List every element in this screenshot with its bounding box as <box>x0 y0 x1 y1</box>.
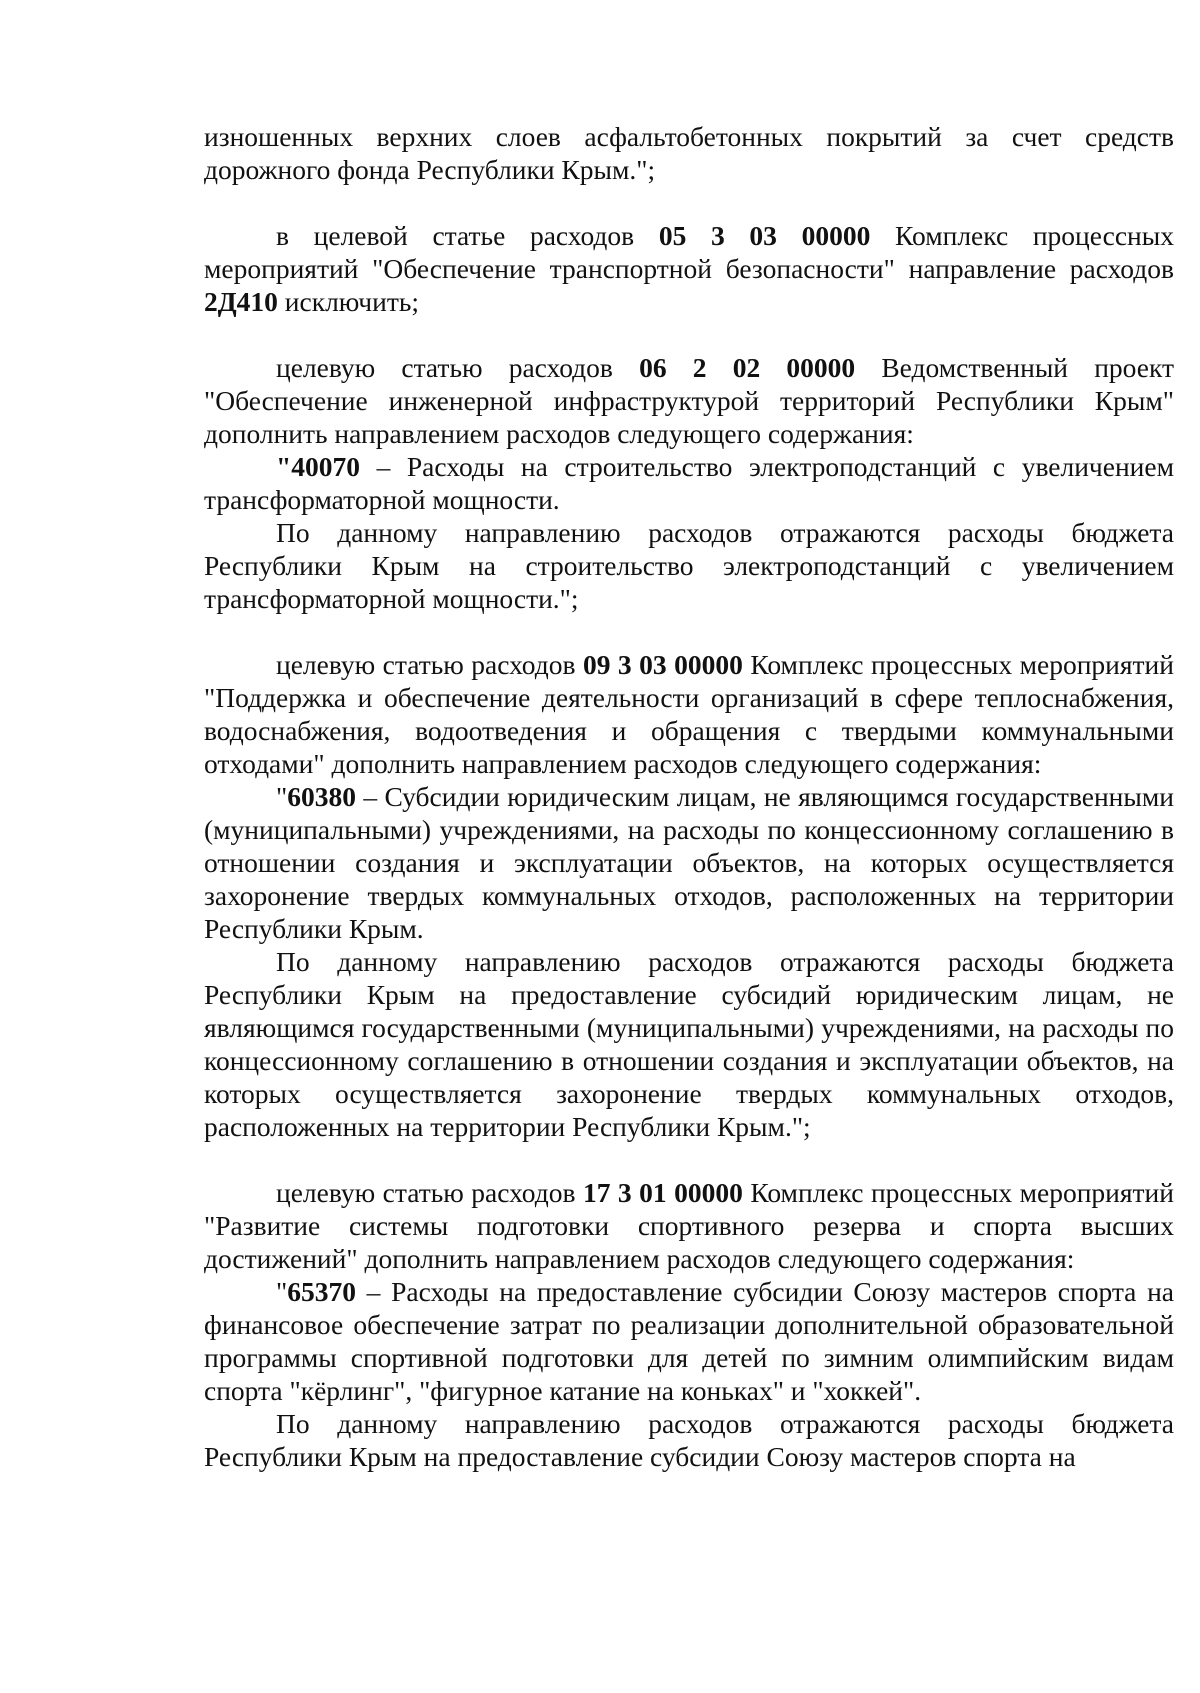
text-fragment: Комплекс процессных мероприятий "Развитие системы подготовки спортивного резерва и спорта высших достижений" дополнить направлением расходов следующего содержания: <box>204 1177 1174 1274</box>
direction-code: 60380 <box>287 781 356 812</box>
text-fragment: исключить; <box>277 286 420 317</box>
budget-code: 05 3 03 00000 <box>658 220 871 251</box>
text-fragment: целевую статью расходов <box>276 649 583 680</box>
direction-code: 40070 <box>291 451 361 482</box>
text-fragment: – Расходы на строительство электроподстанций с увеличением трансформаторной мощности. <box>204 451 1174 515</box>
paragraph-continuation: изношенных верхних слоев асфальтобетонных покрытий за счет средств дорожного фонда Республики Крым."; <box>204 121 1174 185</box>
quote-mark: " <box>276 781 288 812</box>
paragraph-direction-65370 <box>204 1275 1174 1407</box>
budget-code: 17 3 01 00000 <box>582 1177 743 1208</box>
budget-code: 06 2 02 00000 <box>639 352 856 383</box>
budget-code: 09 3 03 00000 <box>582 649 743 680</box>
text-fragment: Комплекс процессных мероприятий "Обеспечение транспортной безопасности" направление расходов <box>204 220 1175 284</box>
text-fragment: Ведомственный проект "Обеспечение инженерной инфраструктурой территорий Республики Крым" дополнить направлением расходов следующего содержания: <box>204 352 1174 449</box>
text-fragment: Комплекс процессных мероприятий "Поддержка и обеспечение деятельности организаций в сфере теплоснабжения, водоснабжения, водоотведения и обращения с твердыми коммунальными отходами" дополнить направлением расходов следующего содержания: <box>204 649 1174 779</box>
paragraph-target-article-06 <box>204 351 1174 450</box>
direction-code: 65370 <box>287 1276 356 1307</box>
paragraph-direction-65370-description: По данному направлению расходов отражаются расходы бюджета Республики Крым на предоставление субсидии Союзу мастеров спорта на <box>204 1408 1174 1472</box>
paragraph-target-article-09 <box>204 648 1174 780</box>
text-fragment: – Расходы на предоставление субсидии Союзу мастеров спорта на финансовое обеспечение затрат по реализации дополнительной образовательной программы спортивной подготовки для детей по зимним олимпийским видам спорта "кёрлинг", "фигурное катание на коньках" и "хоккей". <box>204 1276 1174 1406</box>
paragraph-direction-40070 <box>204 450 1174 516</box>
paragraph-target-article-17 <box>204 1176 1174 1275</box>
direction-code: 2Д410 <box>204 286 278 317</box>
quote-mark: " <box>276 1276 288 1307</box>
paragraph-direction-40070-description: По данному направлению расходов отражаются расходы бюджета Республики Крым на строительство электроподстанций с увеличением трансформаторной мощности."; <box>204 517 1174 614</box>
paragraph-direction-60380 <box>204 780 1174 945</box>
text-fragment: целевую статью расходов <box>276 352 640 383</box>
quote-mark: " <box>276 451 292 482</box>
paragraph-exclude-direction <box>204 219 1174 318</box>
text-fragment: – Субсидии юридическим лицам, не являющимся государственными (муниципальными) учреждениями, на расходы по концессионному соглашению в отношении создания и эксплуатации объектов, на которых осуществляется захоронение твердых коммунальных отходов, расположенных на территории Республики Крым. <box>204 781 1174 944</box>
document-body <box>204 120 1174 1473</box>
paragraph-direction-60380-description: По данному направлению расходов отражаются расходы бюджета Республики Крым на предоставление субсидий юридическим лицам, не являющимся государственными (муниципальными) учреждениями, на расходы по концессионному соглашению в отношении создания и эксплуатации объектов, на которых осуществляется захоронение твердых коммунальных отходов, расположенных на территории Республики Крым."; <box>204 946 1174 1142</box>
text-fragment: целевую статью расходов <box>276 1177 583 1208</box>
text-fragment: в целевой статье расходов <box>276 220 659 251</box>
